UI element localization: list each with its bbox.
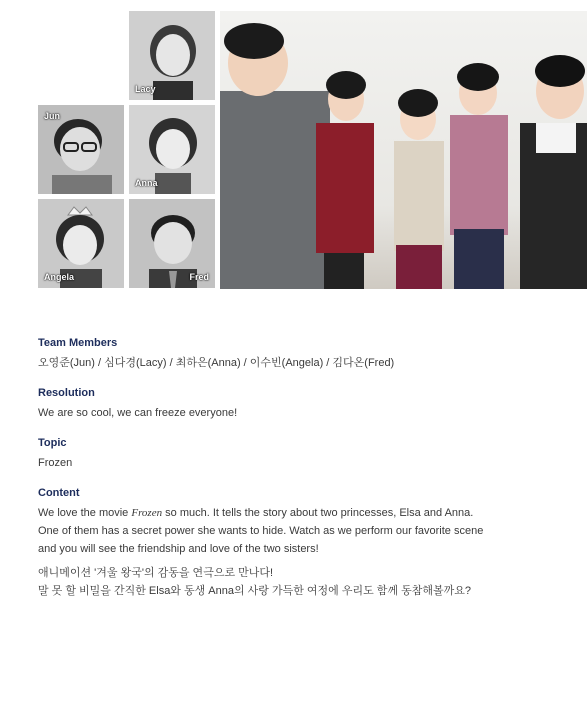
content-korean-line-1: 애니메이션 '겨울 왕국'의 감동을 연극으로 만나다!	[38, 567, 274, 579]
content-line-3: and you will see the friendship and love of the two sisters!	[38, 543, 319, 555]
resolution-text: We are so cool, we can freeze everyone!	[38, 407, 238, 419]
content-section	[38, 486, 558, 600]
portrait-angela	[38, 199, 124, 288]
portrait-jun-label: Jun	[44, 111, 61, 121]
portrait-anna	[129, 105, 215, 194]
topic-heading: Topic	[38, 437, 67, 449]
movie-title: Frozen	[131, 507, 163, 519]
topic-section	[38, 436, 558, 472]
portrait-angela-label: Angela	[44, 272, 75, 282]
portrait-lacy	[129, 11, 215, 100]
content-line-1-pre: We love the movie	[38, 507, 132, 519]
group-photo	[220, 11, 587, 289]
content-line-1-post: so much. It tells the story about two princesses, Elsa and Anna.	[162, 507, 474, 519]
content-line-2: One of them has a secret power she wants to hide. Watch as we perform our favorite scene	[38, 525, 484, 537]
portrait-fred-label: Fred	[189, 272, 209, 282]
portrait-fred	[129, 199, 215, 288]
team-info	[38, 336, 558, 614]
portrait-anna-label: Anna	[135, 178, 158, 188]
topic-text: Frozen	[38, 457, 73, 469]
content-korean-line-2: 말 못 할 비밀을 간직한 Elsa와 동생 Anna의 사랑 가득한 여정에 우리도 함께 동참해볼까요?	[38, 585, 471, 597]
content-line-1	[38, 504, 558, 522]
content-text	[38, 504, 558, 600]
resolution-heading: Resolution	[38, 387, 95, 399]
team-members-heading: Team Members	[38, 337, 118, 349]
team-members-text: 오영준(Jun) / 심다경(Lacy) / 최하은(Anna) / 이수빈(Angela) / 김다온(Fred)	[38, 357, 395, 369]
portrait-jun	[38, 105, 124, 194]
portrait-lacy-label: Lacy	[135, 84, 156, 94]
content-heading: Content	[38, 487, 80, 499]
team-members-section	[38, 336, 558, 372]
group-photo-figures	[220, 11, 587, 289]
resolution-section	[38, 386, 558, 422]
